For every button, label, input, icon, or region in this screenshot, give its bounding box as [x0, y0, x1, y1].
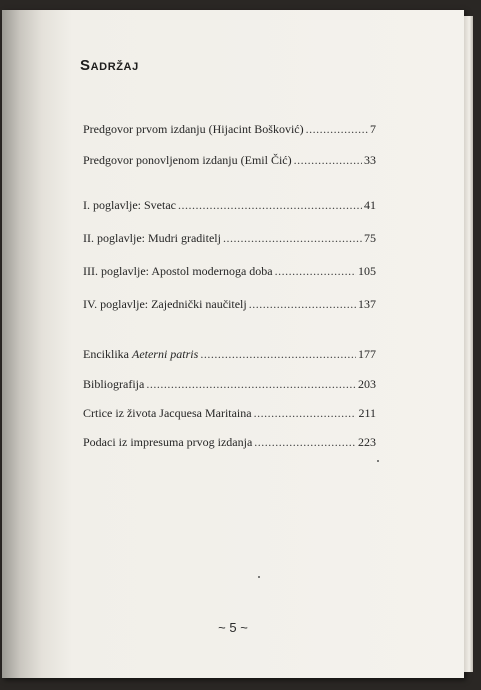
toc-entry[interactable]	[83, 297, 376, 311]
toc-entry-page: 203	[358, 377, 376, 391]
toc-entry-title: Crtice iz života Jacquesa Maritaina	[83, 406, 252, 420]
leader-dots	[254, 406, 357, 420]
toc-entry-title	[83, 347, 198, 361]
leader-dots	[306, 122, 368, 136]
leader-dots	[294, 153, 362, 167]
toc-entry-title: Bibliografija	[83, 377, 145, 391]
toc-entry-page: 75	[364, 231, 376, 245]
leader-dots	[223, 231, 362, 245]
toc-entry-title: III. poglavlje: Apostol modernoga doba	[83, 264, 273, 278]
toc-entry[interactable]	[83, 377, 376, 391]
leader-dots	[249, 297, 356, 311]
toc-entry[interactable]	[83, 198, 376, 212]
toc-entry-page: 177	[358, 347, 376, 361]
leader-dots	[254, 435, 356, 449]
toc-entry-page: 7	[370, 122, 376, 136]
toc-entry-title: Predgovor prvom izdanju (Hijacint Bošković)	[83, 122, 304, 136]
toc-entry-title: II. poglavlje: Mudri graditelj	[83, 231, 221, 245]
paper-speck	[258, 576, 260, 578]
leader-dots	[178, 198, 362, 212]
leader-dots	[200, 347, 356, 361]
toc-heading: Sadržaj	[80, 57, 139, 74]
paper-speck	[377, 460, 379, 462]
toc-entry[interactable]	[83, 231, 376, 245]
toc-entry-page: 137	[358, 297, 376, 311]
toc-entry-page: 41	[364, 198, 376, 212]
toc-entry-page: 33	[364, 153, 376, 167]
toc-entry-page: 223	[358, 435, 376, 449]
toc-entry-title-italic: Aeterni patris	[131, 347, 199, 361]
page-edge	[464, 16, 473, 672]
page-number: ~ 5 ~	[218, 620, 248, 635]
leader-dots	[275, 264, 356, 278]
toc-entry-title: IV. poglavlje: Zajednički naučitelj	[83, 297, 247, 311]
book-page	[2, 10, 464, 678]
leader-dots	[146, 377, 356, 391]
toc-entry[interactable]	[83, 264, 376, 278]
toc-entry-page: 105	[358, 264, 376, 278]
toc-entry[interactable]	[83, 153, 376, 167]
toc-entry[interactable]	[83, 122, 376, 136]
toc-entry[interactable]	[83, 406, 376, 420]
toc-entry[interactable]	[83, 435, 376, 449]
toc-entry-title: Podaci iz impresuma prvog izdanja	[83, 435, 253, 449]
toc-entry-page: 211	[358, 406, 376, 420]
toc-entry-title: I. poglavlje: Svetac	[83, 198, 176, 212]
toc-entry[interactable]	[83, 347, 376, 361]
toc-entry-title-prefix: Enciklika	[83, 347, 132, 361]
toc-entry-title: Predgovor ponovljenom izdanju (Emil Čić)	[83, 153, 292, 167]
